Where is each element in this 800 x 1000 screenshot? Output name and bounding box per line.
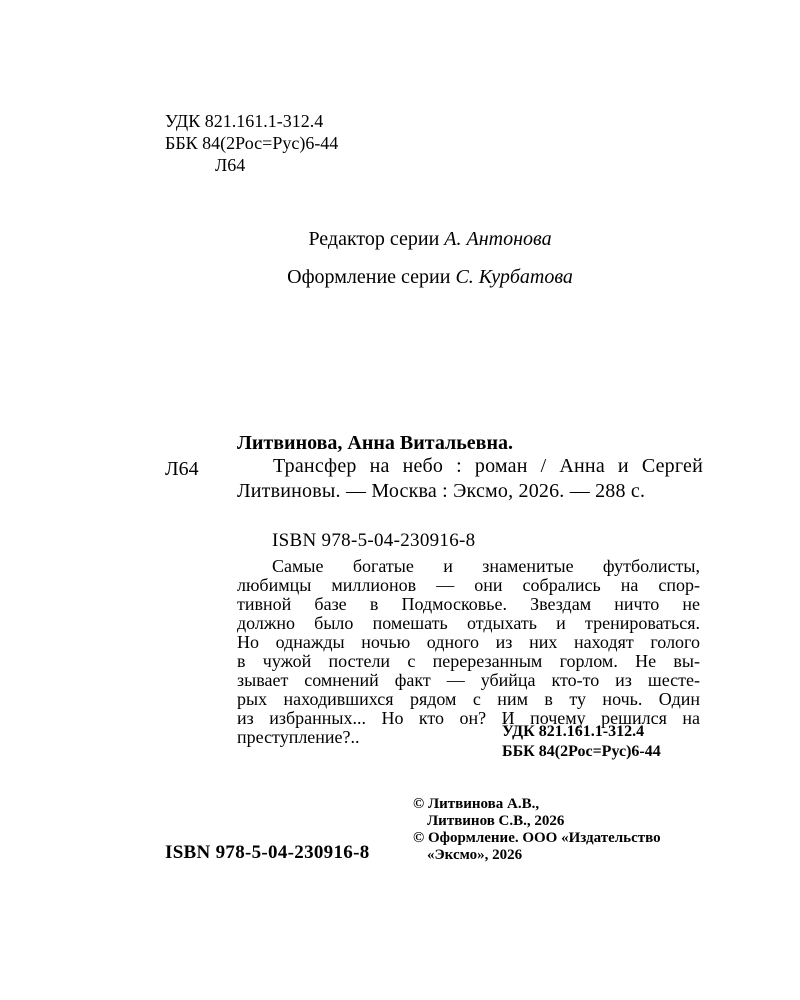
isbn-footer: ISBN 978-5-04-230916-8 — [165, 842, 370, 863]
copyright-block — [413, 796, 661, 864]
udk-code: УДК 821.161.1-312.4 — [502, 723, 645, 740]
annotation-line: должно было помешать отдыхать и тренироваться. — [237, 613, 700, 633]
copyright-line: Литвинов С.В., 2026 — [427, 813, 565, 829]
udk-code: УДК 821.161.1-312.4 — [165, 111, 324, 131]
credit-name: С. Курбатова — [455, 266, 573, 288]
annotation-line: преступление?.. — [237, 727, 360, 747]
annotation-line: Самые богатые и знаменитые футболисты, — [272, 556, 700, 576]
catalog-title-line: Трансфер на небо : роман / Анна — [273, 455, 605, 477]
series-editor-credit — [0, 228, 800, 251]
classification-top — [165, 110, 338, 176]
catalog-author-sign: Л64 — [165, 458, 199, 480]
catalog-title-block — [237, 454, 703, 504]
bbk-code: ББК 84(2Рос=Рус)6-44 — [165, 133, 339, 153]
annotation-line: Но однажды ночью одного из них находят голого — [237, 632, 700, 652]
annotation — [237, 557, 700, 747]
copyright-line: «Эксмо», 2026 — [427, 847, 523, 863]
copyright-line: © Литвинова А.В., — [413, 796, 540, 812]
annotation-line: тивной базе в Подмосковье. Звездам ничто не — [237, 594, 700, 614]
annotation-line: в чужой постели с перерезанным горлом. Не вы- — [237, 651, 700, 671]
credit-name: А. Антонова — [444, 228, 552, 250]
bbk-code: ББК 84(2Рос=Рус)6-44 — [502, 743, 661, 760]
classification-bottom — [502, 722, 661, 762]
copyright-line: © Оформление. ООО «Издательство — [413, 830, 661, 846]
annotation-line: рых находившихся рядом с ним в ту ночь. Один — [237, 689, 700, 709]
author-sign: Л64 — [215, 155, 246, 175]
catalog-title-line: и Сергей Литвиновы. — Москва : Эксмо, — [237, 455, 704, 502]
annotation-line: из избранных... Но кто он? И почему решился на — [237, 708, 700, 728]
catalog-title-line: 2026. — 288 с. — [518, 480, 646, 502]
catalog-isbn: ISBN 978-5-04-230916-8 — [272, 530, 476, 551]
series-design-credit — [0, 266, 800, 289]
annotation-line: зывает сомнений факт — убийца кто-то из шесте- — [237, 670, 700, 690]
catalog-author-heading: Литвинова, Анна Витальевна. — [237, 432, 513, 454]
credit-role: Редактор серии — [308, 228, 440, 250]
annotation-line: любимцы миллионов — они собрались на спор- — [237, 575, 700, 595]
credit-role: Оформление серии — [287, 266, 451, 288]
